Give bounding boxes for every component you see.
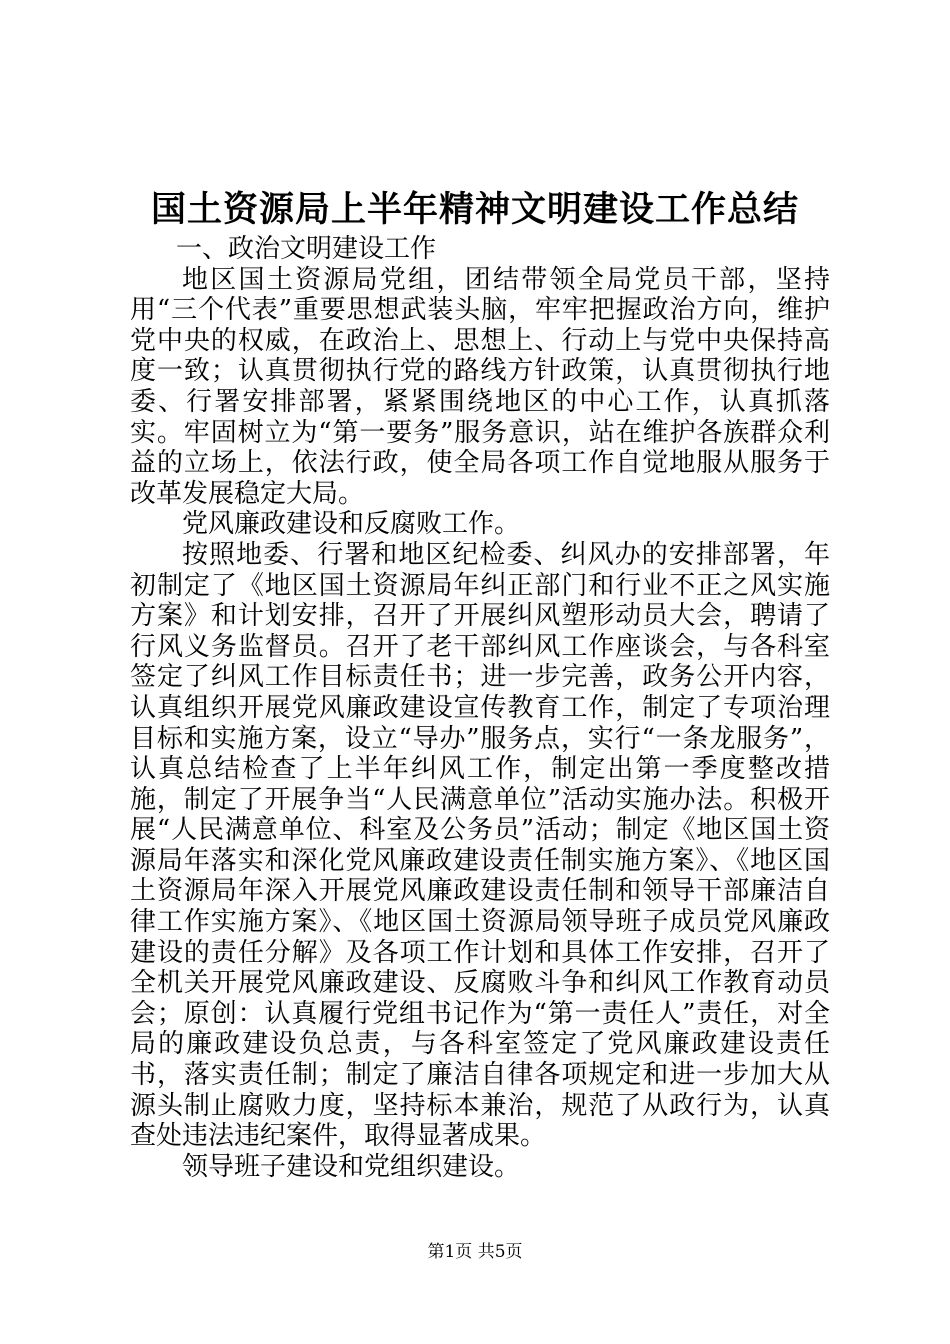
paragraph-anti-corruption: 按照地委、行署和地区纪检委、纠风办的安排部署，年初制定了《地区国土资源局年纠正部门和行业不正之风实施方案》和计划安排，召开了开展纠风塑形动员大会，聘请了行风义务监督员。召开了老干部纠风工作座谈会，与各科室签定了纠风工作目标责任书；进一步完善，政务公开内容，认真组织开展党风廉政建设宣传教育工作，制定了专项治理目标和实施方案，设立“导办”服务点，实行“一条龙服务”，认真总结检查了上半年纠风工作，制定出第一季度整改措施，制定了开展争当“人民满意单位”活动实施办法。积极开展“人民满意单位、科室及公务员”活动；制定《地区国土资源局年落实和深化党风廉政建设责任制实施方案》、《地区国土资源局年深入开展党风廉政建设责任制和领导干部廉洁自律工作实施方案》、《地区国土资源局领导班子成员党风廉政建设的责任分解》及各项工作计划和具体工作安排，召开了全机关开展党风廉政建设、反腐败斗争和纠风工作教育动员会；原创：认真履行党组书记作为“第一责任人”责任，对全局的廉政建设负总责，与各科室签定了党风廉政建设责任书，落实责任制；制定了廉洁自律各项规定和进一步加大从源头制止腐败力度，坚持标本兼治，规范了从政行为，认真查处违法违纪案件，取得显著成果。 [130, 539, 830, 1152]
section-heading-leadership: 领导班子建设和党组织建设。 [182, 1151, 521, 1182]
document-title: 国土资源局上半年精神文明建设工作总结 [150, 190, 799, 230]
paragraph-party-leadership: 地区国土资源局党组，团结带领全局党员干部，坚持用“三个代表”重要思想武装头脑，牢牢把握政治方向，维护党中央的权威，在政治上、思想上、行动上与党中央保持高度一致；认真贯彻执行党的路线方针政策，认真贯彻执行地委、行署安排部署，紧紧围绕地区的中心工作，认真抓落实。牢固树立为“第一要务”服务意识，站在维护各族群众利益的立场上，依法行政，使全局各项工作自觉地服从服务于改革发展稳定大局。 [130, 264, 830, 509]
section-heading-political: 一、政治文明建设工作 [176, 234, 437, 264]
section-heading-anti-corruption: 党风廉政建设和反腐败工作。 [182, 509, 521, 540]
page-number: 第1页 共5页 [427, 1242, 523, 1262]
document-body [130, 234, 830, 1182]
